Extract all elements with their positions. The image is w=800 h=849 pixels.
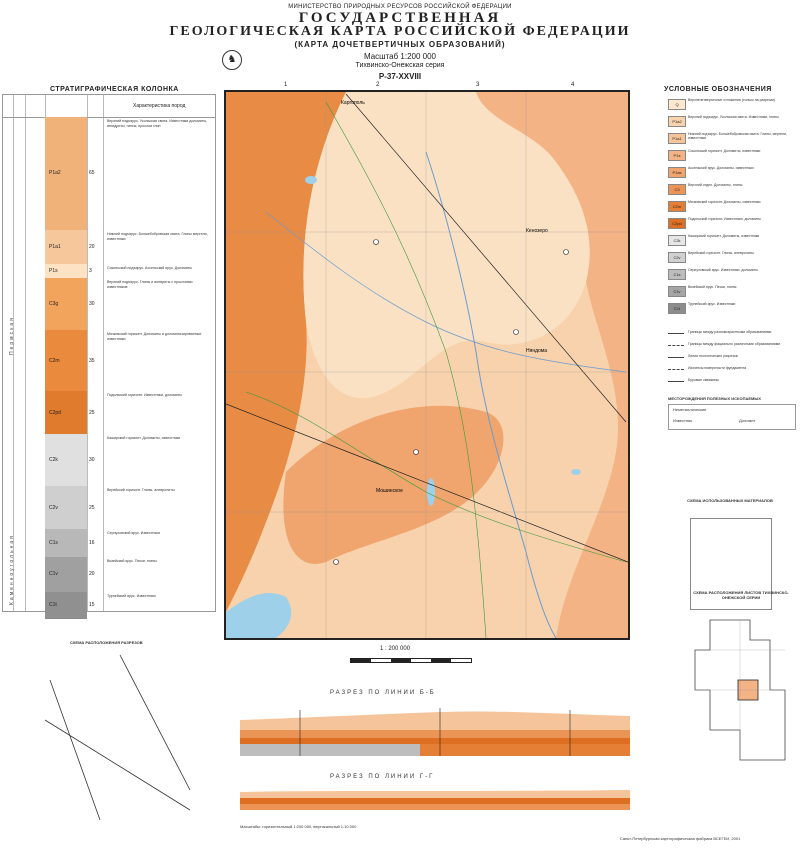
strat-layer-desc: Турнейский ярус. Известняки	[107, 593, 156, 598]
strat-system-label: Каменноугольная	[9, 534, 15, 605]
borehole-icon[interactable]	[564, 250, 569, 255]
section-scheme	[40, 650, 200, 830]
legend-symbol	[668, 366, 798, 376]
strat-layer-thickness: 16	[89, 540, 95, 547]
legend-symbol	[668, 354, 798, 364]
strat-layer-index: C3g	[49, 301, 59, 308]
section-layer	[240, 738, 630, 744]
strat-layer-desc: Подольский горизонт. Известняки, доломиты	[107, 392, 182, 397]
legend-symbol-line	[668, 333, 684, 334]
footer-text: Санкт-Петербургская картографическая фабрика ВСЕГЕИ, 2001	[620, 836, 741, 841]
strat-layer-index: P1s	[49, 268, 58, 275]
deposits-title: МЕСТОРОЖДЕНИЯ ПОЛЕЗНЫХ ИСКОПАЕМЫХ	[668, 396, 761, 401]
town-label: Каргополь	[341, 100, 365, 106]
legend-unit-text: Визейский ярус. Пески, глины	[688, 285, 737, 289]
legend-unit	[668, 166, 798, 178]
legend-unit-text: Верхнечетвертичные отложения (только на разрезах)	[688, 98, 776, 102]
section-layer	[420, 744, 630, 756]
borehole-icon[interactable]	[414, 450, 419, 455]
legend-symbol-line	[668, 357, 684, 358]
strat-layer-desc: Мячковский горизонт. Доломиты и доломитизированные известняки	[107, 332, 202, 342]
grid-number: 4	[571, 82, 575, 88]
legend-symbol	[668, 330, 798, 340]
strat-layer-thickness: 35	[89, 357, 95, 364]
strat-layer-index: C1t	[49, 601, 57, 608]
borehole-icon[interactable]	[334, 560, 339, 565]
map-title-line2: ГЕОЛОГИЧЕСКАЯ КАРТА РОССИЙСКОЙ ФЕДЕРАЦИИ	[169, 24, 631, 39]
legend-symbol-text: Линии геологических разрезов	[688, 354, 738, 358]
strat-layer-desc: Нижний подъярус. Болшебобровская свита. Глины мергели, известняки	[107, 231, 208, 241]
legend-unit	[668, 115, 798, 127]
legend-unit-text: Серпуховский ярус. Известняки, доломиты	[688, 268, 758, 272]
deposits-cell: Доломит	[739, 418, 756, 423]
grid-number: 1	[284, 82, 288, 88]
borehole-icon[interactable]	[374, 240, 379, 245]
legend-swatch: P1s	[668, 150, 686, 161]
town-label: Мошинское	[376, 488, 403, 494]
legend-unit	[668, 268, 798, 280]
deposits-cell: Известняк	[673, 418, 692, 423]
legend-unit-text: Турнейский ярус. Известняки	[688, 302, 736, 306]
legend-unit-text: Сокольский горизонт. Доломиты, известняки	[688, 149, 761, 153]
strat-layer-thickness: 30	[89, 457, 95, 464]
legend-unit-text: Верхний отдел. Доломиты, глины	[688, 183, 743, 187]
section-layer	[240, 790, 630, 798]
legend-unit-text: Ассельский ярус. Доломиты, известняки	[688, 166, 754, 170]
legend-swatch: C3	[668, 184, 686, 195]
strat-layer-thickness: 25	[89, 504, 95, 511]
legend-symbol-line	[668, 381, 684, 382]
ministry-label: МИНИСТЕРСТВО ПРИРОДНЫХ РЕСУРСОВ РОССИЙСКОЙ ФЕДЕРАЦИИ	[288, 4, 512, 10]
legend-symbol-text: Буровые скважины	[688, 378, 719, 382]
strat-layer-thickness: 25	[89, 409, 95, 416]
deposits-table	[668, 404, 796, 430]
legend-title: УСЛОВНЫЕ ОБОЗНАЧЕНИЯ	[664, 86, 772, 93]
deposits-cell: Неметаллические	[673, 407, 707, 412]
town-label: Кенозеро	[526, 228, 548, 234]
legend-unit	[668, 98, 798, 110]
legend-swatch: P1as	[668, 167, 686, 178]
legend-unit	[668, 183, 798, 195]
strat-layer-desc: Каширский горизонт. Доломиты, известняки	[107, 436, 181, 441]
section-layer	[240, 744, 420, 756]
section-line	[120, 655, 190, 790]
legend-swatch: C1t	[668, 303, 686, 314]
legend-unit	[668, 302, 798, 314]
strat-layer-desc: Верхний подъярус. Усольская свита. Известняки доломиты, ангидриты, гипсы, прослои глин	[107, 119, 208, 128]
legend-swatch: P1a2	[668, 116, 686, 127]
sheet-number: P-37-XXVIII	[378, 72, 422, 81]
legend-unit-text: Верейский горизонт. Глины, алевролиты	[688, 251, 754, 255]
grid-number: 3	[476, 82, 480, 88]
section-layer	[240, 798, 630, 804]
strat-layer-index: C2pd	[49, 409, 61, 416]
map-scale: Масштаб 1:200 000	[363, 52, 437, 61]
strat-layer-index: C1s	[49, 540, 58, 547]
strat-layer-index: C2m	[49, 357, 60, 364]
strat-layer-index: C1v	[49, 571, 58, 578]
lake	[571, 469, 581, 475]
scale-bar	[350, 658, 472, 663]
legend-unit	[668, 251, 798, 263]
legend-unit-text: Нижний подъярус. Болшебобровская свита. Глины, мергели, известняки	[688, 132, 787, 140]
legend-unit	[668, 285, 798, 297]
strat-layer-thickness: 65	[89, 170, 95, 177]
lake	[427, 478, 435, 506]
legend-symbol-line	[668, 369, 684, 370]
strat-layer-thickness: 3	[89, 268, 92, 275]
profile-scale: Масштабы: горизонтальный 1:200 000, вертикальный 1:10 000	[240, 824, 357, 829]
legend-unit	[668, 132, 798, 144]
strat-layer-thickness: 20	[89, 571, 95, 578]
strat-layer-thickness: 30	[89, 301, 95, 308]
emblem-icon: ♞	[222, 50, 242, 70]
legend-unit-text: Верхний подъярус. Усольская свита. Известняки, глины	[688, 115, 779, 119]
strat-layer-index: P1a2	[49, 170, 61, 177]
strat-layer-thickness: 15	[89, 601, 95, 608]
legend-unit	[668, 234, 798, 246]
legend-symbol-line	[668, 345, 684, 346]
legend-unit-text: Мячковский горизонт. Доломиты, известняки	[688, 200, 761, 204]
strat-layer-desc: Верейский горизонт. Глины, алевролиты	[107, 488, 175, 493]
strat-divider	[103, 95, 104, 611]
legend-swatch: P1a1	[668, 133, 686, 144]
legend-swatch: C2v	[668, 252, 686, 263]
legend-symbol-text: Границы между фациально различными образованиями	[688, 342, 781, 346]
strat-system-label: Пермская	[9, 316, 15, 355]
map-subtitle: (КАРТА ДОЧЕТВЕРТИЧНЫХ ОБРАЗОВАНИЙ)	[294, 40, 506, 49]
strat-divider	[25, 95, 26, 611]
legend-swatch: C2pd	[668, 218, 686, 229]
section-line	[50, 680, 100, 820]
town-label: Няндома	[526, 348, 547, 354]
section-layer	[240, 804, 630, 810]
lake	[305, 176, 317, 184]
layout-scheme	[690, 610, 790, 780]
legend-unit-text: Подольский горизонт. Известняки, доломиты	[688, 217, 761, 221]
section-scheme-title: СХЕМА РАСПОЛОЖЕНИЯ РАЗРЕЗОВ	[70, 640, 143, 645]
section-layer	[240, 711, 630, 730]
legend-swatch: C1v	[668, 286, 686, 297]
strat-divider	[87, 95, 88, 611]
legend-unit-text: Каширский горизонт. Доломиты, известняки	[688, 234, 760, 238]
legend-swatch: C2m	[668, 201, 686, 212]
strat-layer-index: P1a1	[49, 243, 61, 250]
strat-column-title: СТРАТИГРАФИЧЕСКАЯ КОЛОНКА	[50, 86, 179, 93]
strat-layer-desc: Сокольский подъярус. Ассельский ярус. Доломиты	[107, 266, 192, 271]
map-canvas	[226, 92, 628, 638]
strat-layer-desc: Верхний подъярус. Глины и алевриты с прослоями известняков	[107, 280, 193, 290]
legend-symbol-text: Изогипсы поверхности фундамента	[688, 366, 747, 370]
scale-bar-label: 1 : 200 000	[380, 646, 411, 652]
series-name: Тихвинско-Онежская серия	[355, 62, 445, 69]
legend-symbol-text: Границы между разновозрастными образованиями	[688, 330, 772, 334]
strat-header-desc: Характеристика пород	[133, 103, 186, 109]
cross-section-bb	[240, 700, 630, 760]
map-title-line1: ГОСУДАРСТВЕННАЯ	[298, 10, 502, 26]
legend-unit	[668, 200, 798, 212]
strat-layer-desc: Визейский ярус. Пески, глины	[107, 559, 157, 564]
legend-swatch: C2k	[668, 235, 686, 246]
borehole-icon[interactable]	[514, 330, 519, 335]
legend-unit	[668, 149, 798, 161]
strat-header	[3, 95, 215, 118]
materials-title: СХЕМА ИСПОЛЬЗОВАННЫХ МАТЕРИАЛОВ	[687, 498, 773, 503]
legend-swatch: Q	[668, 99, 686, 110]
strat-layer-desc: Серпуховский ярус. Известняки	[107, 531, 160, 536]
strat-layer-index: C2v	[49, 504, 58, 511]
legend-symbol	[668, 378, 798, 388]
legend-swatch: C1s	[668, 269, 686, 280]
cross-section-gg	[240, 784, 630, 814]
section-layer	[240, 730, 630, 738]
profile-title: РАЗРЕЗ ПО ЛИНИИ Г-Г	[330, 774, 435, 780]
legend-symbol	[668, 342, 798, 352]
profile-title: РАЗРЕЗ ПО ЛИНИИ Б-Б	[330, 690, 436, 696]
section-line	[45, 720, 190, 810]
grid-number: 2	[376, 82, 380, 88]
legend-unit	[668, 217, 798, 229]
strat-layer-thickness: 20	[89, 243, 95, 250]
layout-scheme-title: СХЕМА РАСПОЛОЖЕНИЯ ЛИСТОВ ТИХВИНСКО-ОНЕЖСКОЙ СЕРИИ	[693, 590, 789, 600]
strat-layer-index: C2k	[49, 457, 58, 464]
geological-map[interactable]	[224, 82, 630, 640]
strat-column	[2, 94, 216, 612]
